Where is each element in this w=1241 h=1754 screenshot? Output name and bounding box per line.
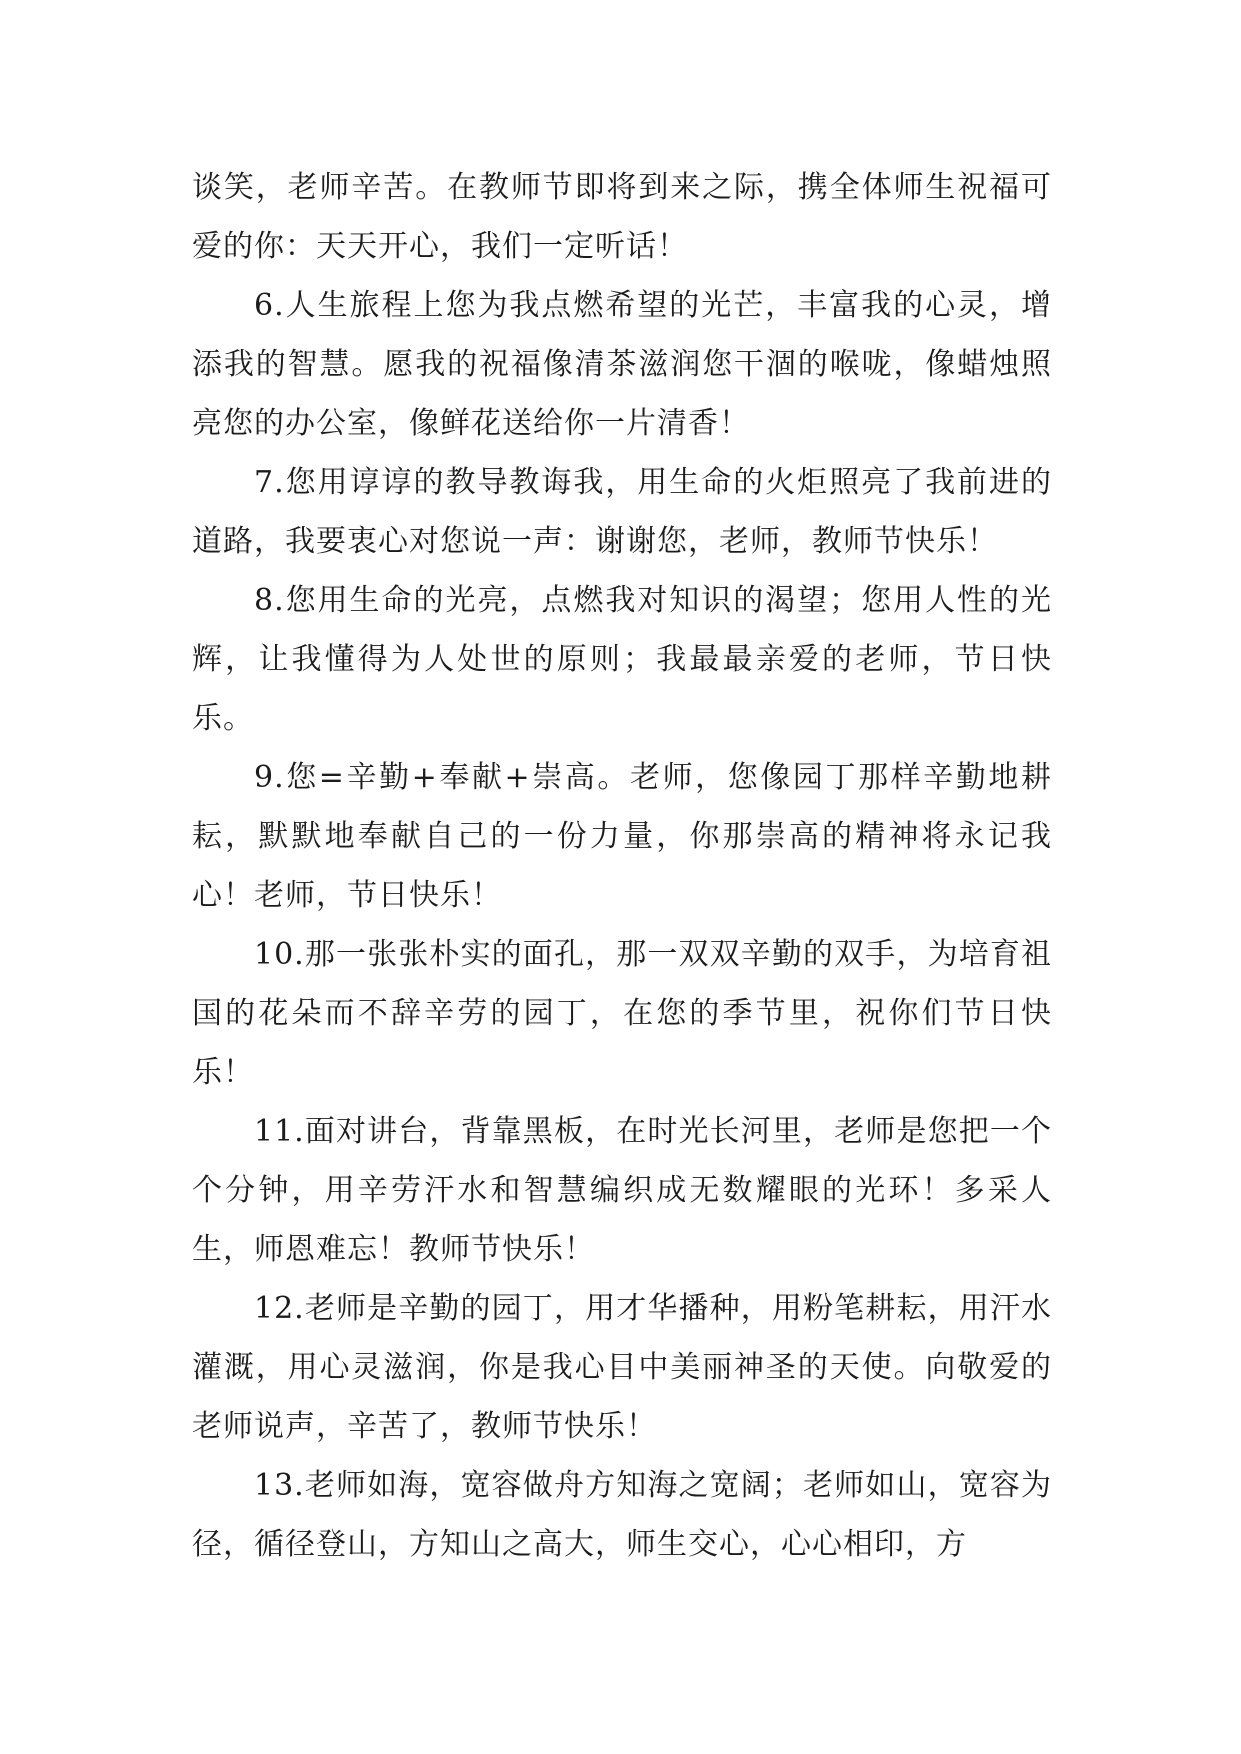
paragraph-12: 12.老师是辛勤的园丁，用才华播种，用粉笔耕耘，用汗水灌溉，用心灵滋润，你是我心目中美丽神圣的天使。向敬爱的老师说声，辛苦了，教师节快乐！ <box>192 1291 1052 1444</box>
paragraph-13: 13.老师如海，宽容做舟方知海之宽阔；老师如山，宽容为径，循径登山，方知山之高大，师生交心，心心相印，方 <box>192 1468 1052 1562</box>
paragraph-9: 9.您=辛勤+奉献+崇高。老师，您像园丁那样辛勤地耕耘，默默地奉献自己的一份力量，你那崇高的精神将永记我心！老师，节日快乐！ <box>192 760 1052 913</box>
paragraph-10: 10.那一张张朴实的面孔，那一双双辛勤的双手，为培育祖国的花朵而不辞辛劳的园丁，在您的季节里，祝你们节日快乐！ <box>192 937 1052 1090</box>
paragraph-11: 11.面对讲台，背靠黑板，在时光长河里，老师是您把一个个分钟，用辛劳汗水和智慧编织成无数耀眼的光环！多采人生，师恩难忘！教师节快乐！ <box>192 1114 1052 1267</box>
paragraph-continued: 谈笑，老师辛苦。在教师节即将到来之际，携全体师生祝福可爱的你：天天开心，我们一定听话！ <box>192 170 1052 264</box>
document-body <box>192 158 1052 1574</box>
paragraph-8: 8.您用生命的光亮，点燃我对知识的渴望；您用人性的光辉，让我懂得为人处世的原则；我最最亲爱的老师，节日快乐。 <box>192 583 1052 736</box>
paragraph-6: 6.人生旅程上您为我点燃希望的光芒，丰富我的心灵，增添我的智慧。愿我的祝福像清茶滋润您干涸的喉咙，像蜡烛照亮您的办公室，像鲜花送给你一片清香！ <box>192 288 1052 441</box>
paragraph-7: 7.您用谆谆的教导教诲我，用生命的火炬照亮了我前进的道路，我要衷心对您说一声：谢谢您，老师，教师节快乐！ <box>192 465 1052 559</box>
